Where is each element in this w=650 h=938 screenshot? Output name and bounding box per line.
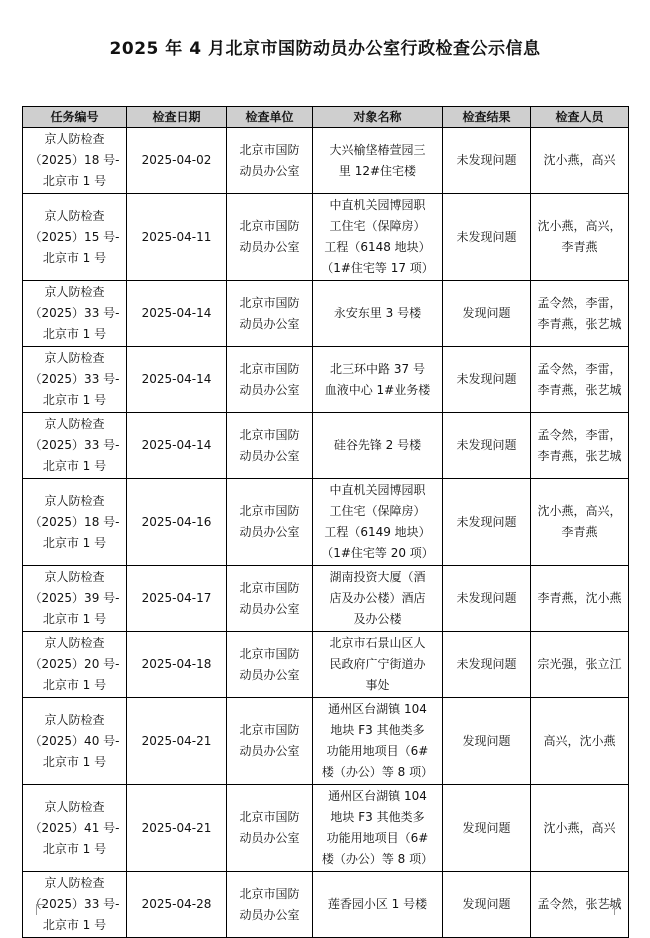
- cell-target-line: 工程（6148 地块）: [324, 240, 431, 254]
- cell-target: [313, 698, 443, 785]
- cell-unit-line: 动员办公室: [239, 163, 300, 178]
- cell-task-id-line: 北京市 1 号: [42, 535, 107, 550]
- cell-inspectors-line: 李青燕: [561, 525, 598, 539]
- cell-unit: [227, 128, 313, 194]
- cell-target-line: 店及办公楼）酒店: [329, 591, 426, 605]
- cell-target-line: 楼（办公）等 8 项）: [321, 765, 434, 779]
- cell-task-id: [23, 194, 127, 281]
- cell-unit-line: 动员办公室: [239, 601, 300, 616]
- cell-target-line: 民政府广宁街道办: [329, 657, 426, 671]
- cell-task-id: [23, 785, 127, 872]
- cell-target-line: 事处: [365, 678, 390, 692]
- cell-target-line: 大兴榆垡椿萱园三: [329, 142, 426, 157]
- cell-inspectors: [531, 128, 629, 194]
- cell-unit: [227, 566, 313, 632]
- cell-result: 未发现问题: [443, 479, 531, 566]
- cell-inspectors-line: 沈小燕，高兴，: [537, 219, 622, 233]
- cell-inspectors-line: 宗光强，张立江: [537, 657, 622, 671]
- cell-unit: [227, 413, 313, 479]
- cell-result: 发现问题: [443, 872, 531, 938]
- cell-task-id-line: 京人防检查: [44, 876, 105, 890]
- cell-unit-line: 北京市国防: [239, 295, 300, 310]
- cell-result: 未发现问题: [443, 413, 531, 479]
- cell-date: 2025-04-14: [127, 347, 227, 413]
- cell-task-id-line: 京人防检查: [44, 570, 105, 584]
- cell-target: [313, 413, 443, 479]
- cell-inspectors: [531, 698, 629, 785]
- cell-target-line: 楼（办公）等 8 项）: [321, 852, 434, 866]
- cell-unit-line: 北京市国防: [239, 886, 300, 901]
- cell-target-line: 莲香园小区 1 号楼: [327, 897, 428, 911]
- table-row: [23, 413, 629, 479]
- cell-inspectors-line: 沈小燕，高兴: [543, 153, 616, 167]
- cell-target: [313, 479, 443, 566]
- cell-inspectors-line: 孟令然，张艺城: [537, 897, 622, 911]
- cell-date: 2025-04-14: [127, 281, 227, 347]
- table-row: [23, 785, 629, 872]
- cell-target: [313, 785, 443, 872]
- cell-target-line: 功能用地项目（6#: [326, 831, 429, 845]
- cell-inspectors-line: 孟令然，李雷，: [537, 361, 622, 376]
- cell-unit: [227, 281, 313, 347]
- cell-unit-line: 动员办公室: [239, 907, 300, 922]
- cell-date: 2025-04-28: [127, 872, 227, 938]
- cell-unit: [227, 872, 313, 938]
- cell-result: 未发现问题: [443, 128, 531, 194]
- cell-inspectors-line: 李青燕: [561, 240, 598, 254]
- cell-target-line: （1#住宅等 17 项）: [321, 261, 434, 275]
- cell-task-id-line: 京人防检查: [44, 799, 105, 814]
- cell-task-id-line: 京人防检查: [44, 417, 105, 431]
- cell-inspectors-line: 李青燕，张艺城: [537, 382, 622, 397]
- cell-target-line: 工住宅（保障房）: [329, 504, 426, 518]
- header-task-id: 任务编号: [23, 107, 127, 128]
- cell-target-line: 地块 F3 其他类多: [330, 810, 425, 824]
- cell-unit-line: 北京市国防: [239, 427, 300, 442]
- cell-target-line: 血液中心 1#业务楼: [324, 382, 431, 397]
- cell-task-id-line: （2025）39 号-: [29, 591, 120, 605]
- table-row: [23, 698, 629, 785]
- cell-task-id-line: 北京市 1 号: [42, 393, 107, 407]
- cell-task-id-line: 京人防检查: [44, 351, 105, 365]
- cell-task-id-line: 京人防检查: [44, 712, 105, 727]
- cell-unit-line: 北京市国防: [239, 580, 300, 595]
- cell-result: 未发现问题: [443, 632, 531, 698]
- header-target: 对象名称: [313, 107, 443, 128]
- cell-task-id-line: 北京市 1 号: [42, 327, 107, 341]
- cell-inspectors: [531, 632, 629, 698]
- cell-task-id: [23, 128, 127, 194]
- cell-inspectors-line: 李青燕，沈小燕: [537, 591, 622, 605]
- table-row: [23, 194, 629, 281]
- table-row: [23, 872, 629, 938]
- table-row: [23, 347, 629, 413]
- cell-result: 发现问题: [443, 698, 531, 785]
- cell-target: [313, 632, 443, 698]
- cell-task-id-line: （2025）41 号-: [29, 820, 120, 835]
- cell-result: 未发现问题: [443, 347, 531, 413]
- cell-result: 发现问题: [443, 785, 531, 872]
- cell-unit: [227, 194, 313, 281]
- cell-date: 2025-04-02: [127, 128, 227, 194]
- cell-target-line: 功能用地项目（6#: [326, 744, 429, 758]
- cell-task-id-line: （2025）33 号-: [29, 306, 120, 320]
- cell-task-id-line: 京人防检查: [44, 285, 105, 299]
- cell-target-line: 地块 F3 其他类多: [330, 723, 425, 737]
- cell-inspectors-line: 高兴，沈小燕: [543, 733, 616, 748]
- cell-task-id-line: （2025）18 号-: [29, 153, 120, 167]
- cell-task-id-line: 北京市 1 号: [42, 174, 107, 188]
- cell-target-line: 北京市石景山区人: [329, 636, 426, 650]
- cell-unit-line: 北京市国防: [239, 646, 300, 661]
- cell-date: 2025-04-14: [127, 413, 227, 479]
- cell-date: 2025-04-16: [127, 479, 227, 566]
- cell-inspectors: [531, 194, 629, 281]
- header-unit: 检查单位: [227, 107, 313, 128]
- cell-date: 2025-04-17: [127, 566, 227, 632]
- cell-inspectors-line: 沈小燕，高兴，: [537, 504, 622, 518]
- cell-task-id-line: （2025）40 号-: [29, 733, 120, 748]
- cell-target-line: 通州区台湖镇 104: [328, 789, 427, 803]
- cell-task-id-line: 北京市 1 号: [42, 841, 107, 856]
- cell-result: 未发现问题: [443, 566, 531, 632]
- cell-target-line: 湖南投资大厦（酒: [329, 570, 426, 584]
- cell-inspectors: [531, 566, 629, 632]
- cell-target: [313, 872, 443, 938]
- cell-target-line: 工程（6149 地块）: [324, 525, 431, 539]
- table-body: [23, 128, 629, 938]
- cell-unit-line: 北京市国防: [239, 810, 300, 824]
- cell-inspectors-line: 沈小燕，高兴: [543, 820, 616, 835]
- cell-unit: [227, 479, 313, 566]
- cell-inspectors-line: 孟令然，李雷，: [537, 427, 622, 442]
- cell-task-id-line: 京人防检查: [44, 208, 105, 223]
- cell-target: [313, 128, 443, 194]
- cell-date: 2025-04-21: [127, 785, 227, 872]
- cell-task-id-line: 北京市 1 号: [42, 918, 107, 932]
- cell-inspectors-line: 李青燕，张艺城: [537, 448, 622, 463]
- cell-task-id: [23, 698, 127, 785]
- cell-inspectors: [531, 479, 629, 566]
- cell-unit-line: 动员办公室: [239, 667, 300, 682]
- cell-target-line: 永安东里 3 号楼: [333, 306, 422, 320]
- table-row: [23, 128, 629, 194]
- cell-unit-line: 动员办公室: [239, 448, 300, 463]
- cell-result: 发现问题: [443, 281, 531, 347]
- cell-target-line: 中直机关园博园职: [329, 483, 426, 497]
- cell-date: 2025-04-18: [127, 632, 227, 698]
- page-corner-mark-left: [36, 904, 47, 915]
- cell-target-line: （1#住宅等 20 项）: [321, 546, 434, 560]
- cell-unit-line: 动员办公室: [239, 240, 300, 254]
- cell-inspectors: [531, 347, 629, 413]
- cell-target-line: 通州区台湖镇 104: [328, 702, 427, 716]
- cell-unit-line: 动员办公室: [239, 382, 300, 397]
- cell-target-line: 及办公楼: [353, 612, 402, 626]
- cell-task-id-line: 北京市 1 号: [42, 459, 107, 473]
- table-row: [23, 566, 629, 632]
- cell-task-id-line: 京人防检查: [44, 493, 105, 508]
- cell-inspectors: [531, 785, 629, 872]
- cell-task-id-line: 北京市 1 号: [42, 754, 107, 769]
- cell-target-line: 里 12#住宅楼: [338, 163, 417, 178]
- header-inspectors: 检查人员: [531, 107, 629, 128]
- cell-target: [313, 347, 443, 413]
- cell-target-line: 工住宅（保障房）: [329, 219, 426, 233]
- cell-date: 2025-04-21: [127, 698, 227, 785]
- cell-target-line: 北三环中路 37 号: [330, 361, 425, 376]
- cell-inspectors-line: 李青燕，张艺城: [537, 316, 622, 331]
- cell-task-id: [23, 632, 127, 698]
- cell-unit-line: 北京市国防: [239, 723, 300, 737]
- inspection-table: [22, 106, 629, 938]
- cell-unit-line: 北京市国防: [239, 219, 300, 233]
- cell-unit: [227, 698, 313, 785]
- cell-task-id-line: （2025）33 号-: [29, 438, 120, 452]
- cell-task-id: [23, 413, 127, 479]
- cell-unit-line: 北京市国防: [239, 142, 300, 157]
- cell-task-id-line: （2025）33 号-: [29, 897, 120, 911]
- cell-task-id-line: 京人防检查: [44, 132, 105, 146]
- header-result: 检查结果: [443, 107, 531, 128]
- cell-unit-line: 北京市国防: [239, 361, 300, 376]
- cell-task-id-line: （2025）20 号-: [29, 657, 120, 671]
- cell-target: [313, 281, 443, 347]
- cell-target: [313, 194, 443, 281]
- cell-task-id-line: （2025）18 号-: [29, 514, 120, 529]
- cell-unit-line: 动员办公室: [239, 525, 300, 539]
- cell-task-id: [23, 281, 127, 347]
- table-row: [23, 479, 629, 566]
- cell-unit-line: 动员办公室: [239, 744, 300, 758]
- cell-unit-line: 动员办公室: [239, 316, 300, 331]
- table-row: [23, 281, 629, 347]
- cell-task-id-line: 北京市 1 号: [42, 250, 107, 265]
- page-corner-mark-right: [604, 904, 615, 915]
- cell-task-id-line: （2025）15 号-: [29, 229, 120, 244]
- cell-target-line: 中直机关园博园职: [329, 198, 426, 212]
- cell-result: 未发现问题: [443, 194, 531, 281]
- cell-unit-line: 北京市国防: [239, 504, 300, 518]
- cell-inspectors: [531, 413, 629, 479]
- cell-inspectors: [531, 281, 629, 347]
- cell-task-id-line: （2025）33 号-: [29, 372, 120, 386]
- table-header-row: [23, 107, 629, 128]
- cell-task-id-line: 京人防检查: [44, 636, 105, 650]
- page-title: 2025 年 4 月北京市国防动员办公室行政检查公示信息: [109, 39, 541, 59]
- cell-task-id: [23, 479, 127, 566]
- header-date: 检查日期: [127, 107, 227, 128]
- cell-unit: [227, 785, 313, 872]
- cell-task-id: [23, 347, 127, 413]
- cell-inspectors-line: 孟令然，李雷，: [537, 295, 622, 310]
- cell-unit: [227, 632, 313, 698]
- cell-target-line: 硅谷先锋 2 号楼: [333, 438, 422, 452]
- cell-unit-line: 动员办公室: [239, 831, 300, 845]
- table-row: [23, 632, 629, 698]
- cell-date: 2025-04-11: [127, 194, 227, 281]
- cell-task-id-line: 北京市 1 号: [42, 612, 107, 626]
- cell-unit: [227, 347, 313, 413]
- cell-target: [313, 566, 443, 632]
- cell-task-id-line: 北京市 1 号: [42, 678, 107, 692]
- cell-task-id: [23, 566, 127, 632]
